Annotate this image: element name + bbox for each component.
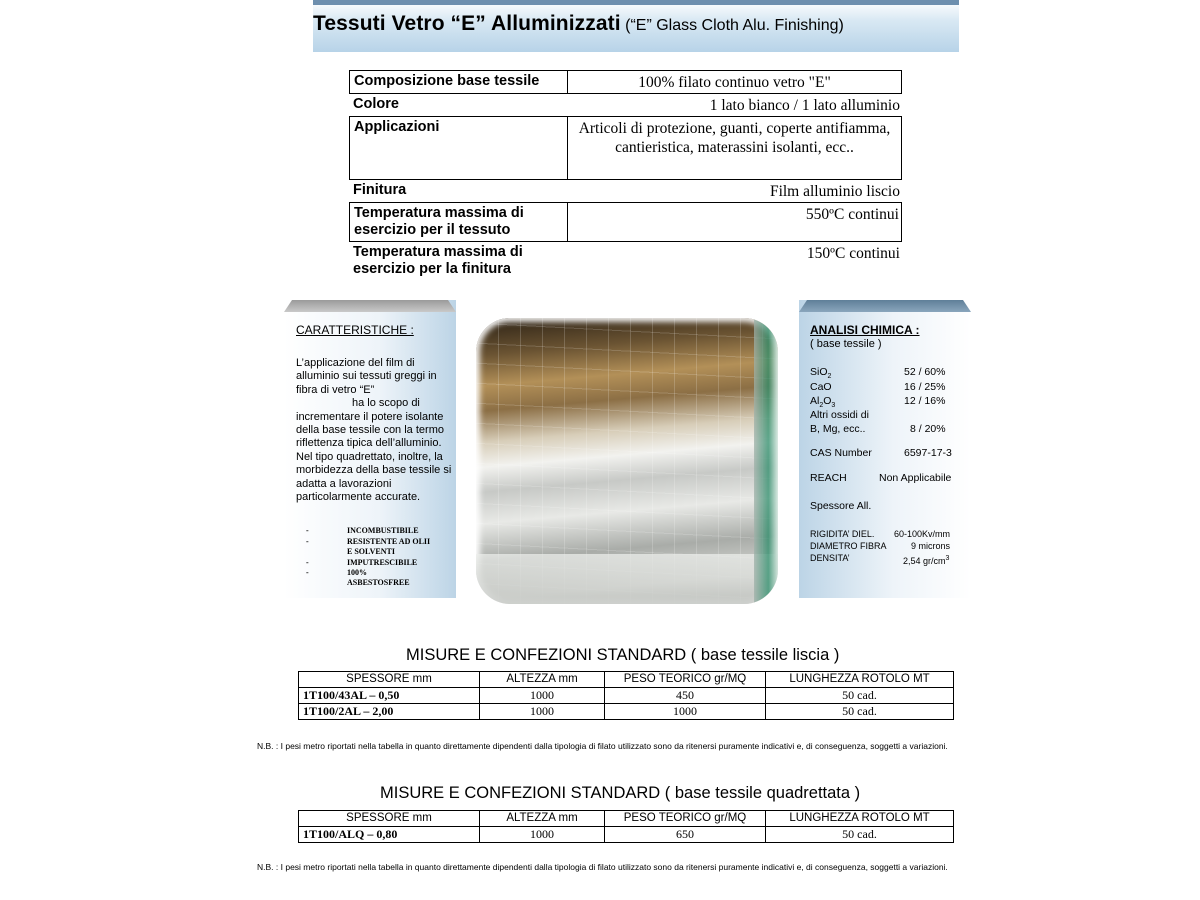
spec-value: 1 lato bianco / 1 lato alluminio	[709, 97, 900, 114]
spec-row	[349, 202, 902, 242]
reach-label: REACH	[810, 472, 847, 484]
table-cell: 1000	[605, 704, 766, 720]
photo-fold	[476, 554, 778, 604]
panel-cap	[799, 300, 971, 312]
table1	[298, 671, 954, 720]
feature-item: ASBESTOSFREE	[347, 578, 410, 587]
analisi-subheading: ( base tessile )	[810, 338, 882, 350]
table-cell: 1000	[480, 704, 605, 720]
spec-value: Film alluminio liscio	[769, 183, 900, 200]
rigidita-label: RIGIDITA’ DIEL.	[810, 529, 875, 539]
sio2-value: 52 / 60%	[904, 366, 946, 378]
spessore-label: Spessore All.	[810, 500, 872, 512]
page-title	[313, 12, 844, 36]
spec-row	[349, 180, 902, 202]
spec-label: Finitura	[353, 182, 407, 198]
table-header-row	[299, 672, 954, 688]
cao-value: 16 / 25%	[904, 381, 946, 393]
feature-bullet: -	[306, 526, 309, 535]
spec-label: Composizione base tessile	[349, 70, 568, 94]
table1-title: MISURE E CONFEZIONI STANDARD ( base tessile liscia )	[406, 646, 840, 664]
analisi-panel	[799, 300, 971, 598]
table-cell: 450	[605, 688, 766, 704]
spec-label: Applicazioni	[349, 116, 568, 180]
panel-cap	[284, 300, 456, 312]
column-header: ALTEZZA mm	[480, 672, 605, 688]
title-bar	[313, 0, 959, 5]
column-header: SPESSORE mm	[299, 672, 480, 688]
spec-row	[349, 116, 902, 180]
table-cell: 650	[605, 827, 766, 843]
spec-row	[349, 70, 902, 94]
title-subtitle: (“E” Glass Cloth Alu. Finishing)	[625, 17, 844, 34]
table-cell: 1000	[480, 688, 605, 704]
spec-value: Articoli di protezione, guanti, coperte antifiamma, cantieristica, materassini isolanti, ecc..	[568, 116, 902, 180]
feature-item: E SOLVENTI	[347, 547, 395, 556]
table-row	[299, 688, 954, 704]
feature-bullet: -	[306, 537, 309, 546]
rigidita-value: 60-100Kv/mm	[894, 529, 951, 539]
feature-item: IMPUTRESCIBILE	[347, 558, 418, 567]
diametro-value: 9 microns	[911, 541, 951, 551]
cas-value: 6597-17-3	[904, 447, 952, 459]
table-row	[299, 704, 954, 720]
caratteristiche-text-b: ha lo scopo di incrementare il potere isolante della base tessile con la termo riflettenza tipica dell’alluminio. Nel tipo quadrettato, inoltre, la morbidezza della base tessile si adatta a lavorazioni particolarmente accurate.	[296, 397, 452, 504]
al2o3-label: $Al_2O_3$	[810, 395, 836, 410]
table-cell: 1T100/43AL – 0,50	[299, 688, 480, 704]
spec-row	[349, 94, 902, 116]
densita-value: 2,54 $gr/cm^3$	[903, 555, 950, 566]
feature-bullet: -	[306, 558, 309, 567]
column-header: PESO TEORICO gr/MQ	[605, 811, 766, 827]
table-cell: 50 cad.	[766, 827, 954, 843]
spec-value: 100% filato continuo vetro "E"	[568, 70, 902, 94]
caratteristiche-text-a: L’applicazione del film di alluminio sui tessuti greggi in fibra di vetro “E”	[296, 357, 437, 396]
note-1: N.B. : I pesi metro riportati nella tabella in quanto direttamente dipendenti dalla tipologia di filato utilizzato sono da ritenersi puramente indicativi e, di conseguenza, soggetti a variazioni.	[257, 741, 948, 751]
altri-value: 8 / 20%	[910, 423, 946, 435]
note-2: N.B. : I pesi metro riportati nella tabella in quanto direttamente dipendenti dalla tipologia di filato utilizzato sono da ritenersi puramente indicativi e, di conseguenza, soggetti a variazioni.	[257, 862, 948, 872]
table-cell: 1T100/2AL – 2,00	[299, 704, 480, 720]
column-header: ALTEZZA mm	[480, 811, 605, 827]
column-header: LUNGHEZZA ROTOLO MT	[766, 811, 954, 827]
photo-edge	[754, 318, 778, 604]
diametro-label: DIAMETRO FIBRA	[810, 541, 887, 551]
product-photo	[476, 318, 778, 604]
caratteristiche-heading: CARATTERISTICHE :	[296, 323, 414, 337]
altri-label-1: Altri ossidi di	[810, 409, 869, 421]
feature-item: INCOMBUSTIBILE	[347, 526, 419, 535]
spec-value: 550ºC continui	[568, 202, 902, 242]
analisi-heading: ANALISI CHIMICA :	[810, 323, 920, 337]
sio2-label: SiO$_2$	[810, 366, 832, 381]
column-header: LUNGHEZZA ROTOLO MT	[766, 672, 954, 688]
cao-label: CaO	[810, 381, 832, 393]
table-row	[299, 827, 954, 843]
title-main: Tessuti Vetro “E” Alluminizzati	[313, 12, 621, 35]
table-cell: 1T100/ALQ – 0,80	[299, 827, 480, 843]
caratteristiche-text	[296, 357, 454, 504]
spec-value: 150ºC continui	[806, 245, 900, 262]
table-cell: 50 cad.	[766, 704, 954, 720]
spec-row	[349, 242, 902, 282]
feature-item: 100%	[347, 568, 367, 577]
al2o3-value: 12 / 16%	[904, 395, 946, 407]
column-header: SPESSORE mm	[299, 811, 480, 827]
table2-title: MISURE E CONFEZIONI STANDARD ( base tessile quadrettata )	[380, 784, 861, 802]
spec-label: Temperatura massima di esercizio per il tessuto	[349, 202, 568, 242]
caratteristiche-panel	[284, 300, 456, 598]
feature-item: RESISTENTE AD OLII	[347, 537, 431, 546]
table-header-row	[299, 811, 954, 827]
column-header: PESO TEORICO gr/MQ	[605, 672, 766, 688]
spec-label: Colore	[353, 96, 399, 112]
spec-label: Temperatura massima di esercizio per la finitura	[353, 244, 523, 277]
table-cell: 1000	[480, 827, 605, 843]
densita-label: DENSITA’	[810, 553, 850, 563]
table2	[298, 810, 954, 843]
feature-bullet: -	[306, 568, 309, 577]
table-cell: 50 cad.	[766, 688, 954, 704]
altri-label-2: B, Mg, ecc..	[810, 423, 866, 435]
reach-value: Non Applicabile	[879, 472, 952, 484]
cas-label: CAS Number	[810, 447, 872, 459]
